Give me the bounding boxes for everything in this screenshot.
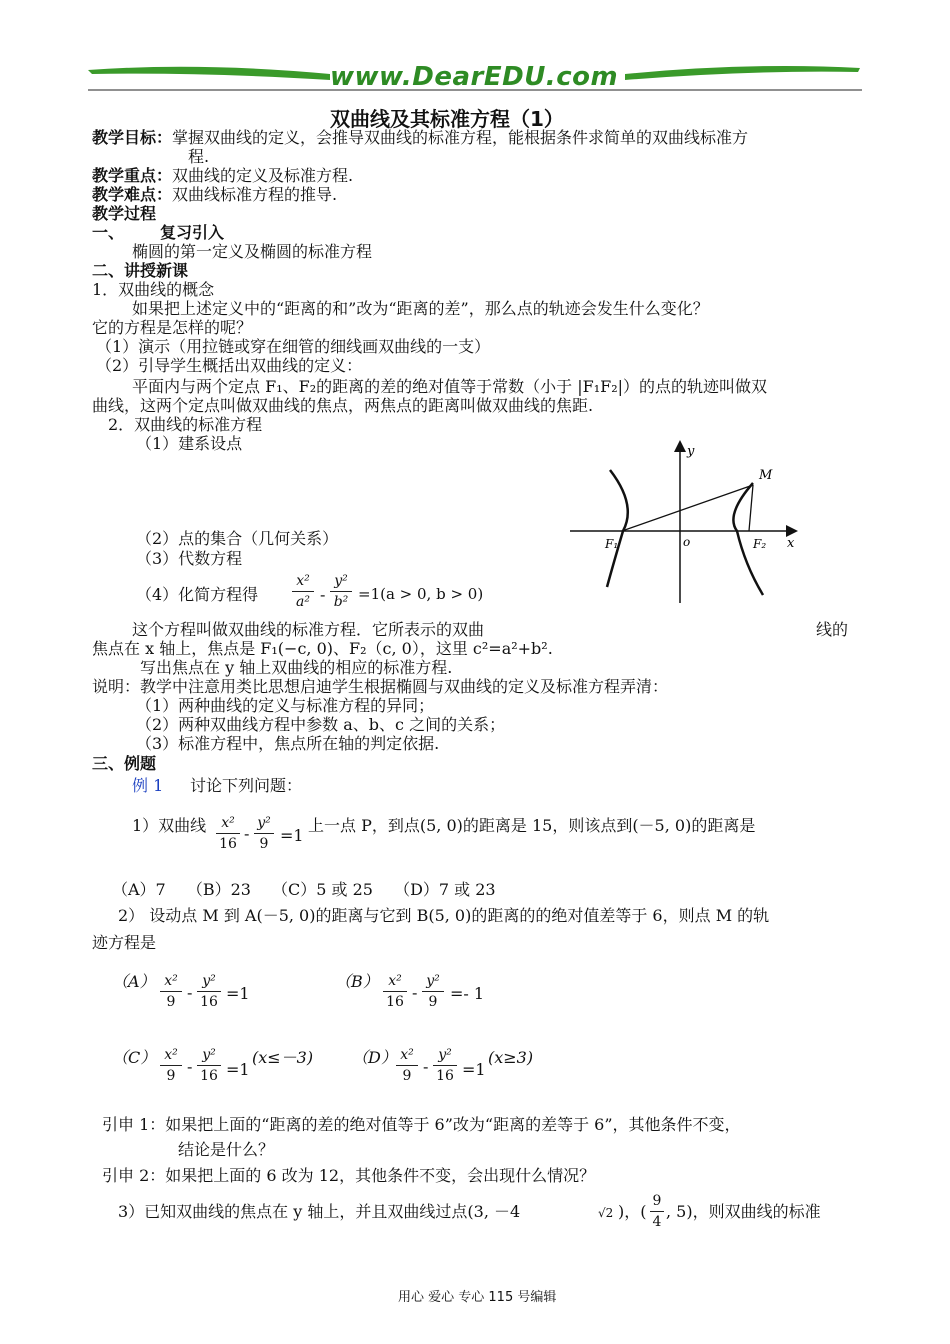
option-b-frac-x: x² 16 [383, 972, 407, 1011]
option-a-frac-x: x² 9 [160, 972, 182, 1011]
option-c-label: （C） [112, 1048, 157, 1067]
q1-frac-x: x² 16 [216, 814, 240, 853]
option-d-frac-y: y² 16 [433, 1046, 457, 1085]
q3-post: , 5)，则双曲线的标准 [666, 1202, 821, 1221]
q1-options: （A）7 （B）23 （C）5 或 25 （D）7 或 23 [112, 880, 496, 899]
option-c-frac-y: y² 16 [197, 1046, 221, 1085]
key-line [92, 166, 353, 185]
eq-frac-x: x² a² [292, 572, 314, 611]
p2-line1-end: 线的 [816, 620, 849, 639]
option-d-minus: - [423, 1057, 429, 1076]
page-title: 双曲线及其标准方程（1） [330, 107, 564, 131]
difficulty-label: 教学难点： [92, 185, 173, 204]
hyperbola-figure [565, 435, 805, 605]
section2-title: 二、讲授新课 [92, 261, 189, 280]
label-F2: F₂ [753, 537, 767, 551]
section2-item1: （1）演示（用拉链或穿在细管的细线画双曲线的一支） [96, 337, 491, 356]
objective-line [92, 128, 748, 147]
left-swoosh [88, 67, 330, 80]
label-x: x [787, 536, 795, 551]
key-text: 双曲线的定义及标准方程. [172, 166, 354, 185]
section2-sub2: 2．双曲线的标准方程 [108, 415, 263, 434]
q3-prefix: 3）已知双曲线的焦点在 y 轴上，并且双曲线过点(3, －4 [118, 1202, 521, 1221]
p2-line3: 写出焦点在 y 轴上双曲线的相应的标准方程. [140, 658, 453, 677]
section1-text: 椭圆的第一定义及椭圆的标准方程 [132, 242, 373, 261]
difficulty-line [92, 185, 337, 204]
option-d-eq: =1 [462, 1060, 486, 1079]
site-logo: www.DearEDU.com [330, 62, 619, 92]
q1-minus: - [244, 824, 250, 843]
q1-prefix: 1）双曲线 [132, 816, 207, 835]
definition-line1: 平面内与两个定点 F₁、F₂的距离的差的绝对值等于常数（小于 |F₁F₂|）的点的轨迹叫做双 [132, 377, 768, 396]
right-swoosh [625, 66, 860, 80]
example-text: 讨论下列问题： [190, 776, 303, 795]
note2: （2）两种双曲线方程中参数 a、b、c 之间的关系； [136, 715, 506, 734]
q3-mid: )，( [618, 1202, 647, 1221]
section2-p1-line2: 它的方程是怎样的呢？ [92, 318, 253, 337]
option-c-frac-x: x² 9 [160, 1046, 182, 1085]
extension1-line2: 结论是什么？ [178, 1140, 275, 1159]
note3: （3）标准方程中，焦点所在轴的判定依据. [136, 734, 440, 753]
option-b-frac-y: y² 9 [422, 972, 444, 1011]
option-a-label: （A） [112, 972, 156, 991]
q2-line1: 2） 设动点 M 到 A(－5, 0)的距离与它到 B(5, 0)的距离的的绝对值差等于 6，则点 M 的轨 [118, 906, 770, 925]
section3-title: 三、例题 [92, 754, 157, 773]
option-b-label: （B） [335, 972, 379, 991]
step3: （3）代数方程 [136, 549, 243, 568]
eq-minus: - [320, 585, 326, 604]
option-c-eq: =1 [226, 1060, 250, 1079]
label-F1: F₁ [605, 537, 619, 551]
objective-text: 掌握双曲线的定义，会推导双曲线的标准方程，能根据条件求简单的双曲线标准方 [172, 128, 749, 147]
label-y: y [687, 444, 695, 459]
option-a-minus: - [187, 983, 193, 1002]
key-label: 教学重点： [92, 166, 173, 185]
process-label: 教学过程 [92, 204, 157, 223]
section2-p1-line1: 如果把上述定义中的“距离的和”改为“距离的差”，那么点的轨迹会发生什么变化？ [132, 299, 709, 318]
option-d-cond: (x≥3) [488, 1048, 534, 1067]
extension2: 引申 2：如果把上面的 6 改为 12，其他条件不变，会出现什么情况？ [102, 1166, 596, 1185]
p2-line1: 这个方程叫做双曲线的标准方程．它所表示的双曲 [132, 620, 485, 639]
q3-frac: 9 4 [650, 1192, 664, 1231]
left-branch [607, 470, 628, 587]
option-b-eq: =- 1 [450, 984, 485, 1003]
section1-num: 一、 [92, 223, 125, 242]
q2-line2: 迹方程是 [92, 933, 157, 952]
step2: （2）点的集合（几何关系） [136, 529, 339, 548]
section2-item2: （2）引导学生概括出双曲线的定义： [96, 356, 363, 375]
step1: （1）建系设点 [136, 434, 243, 453]
q1-post: 上一点 P，到点(5, 0)的距离是 15，则该点到(－5, 0)的距离是 [308, 816, 756, 835]
option-c-cond: (x≤－3) [252, 1048, 314, 1067]
step4: （4）化简方程得 [136, 585, 259, 604]
option-d-label: （D） [352, 1048, 397, 1067]
label-M: M [759, 468, 773, 483]
option-a-frac-y: y² 16 [197, 972, 221, 1011]
eq-rest: =1(a > 0, b > 0) [358, 585, 484, 603]
definition-line2: 曲线，这两个定点叫做双曲线的焦点，两焦点的距离叫做双曲线的焦距. [92, 396, 594, 415]
p2-line2: 焦点在 x 轴上，焦点是 F₁(−c, 0)、F₂（c, 0），这里 c²=a²+b². [92, 639, 553, 658]
label-O: o [683, 535, 691, 549]
q3-sqrt: √2 [598, 1206, 614, 1220]
option-b-minus: - [412, 983, 418, 1002]
objective-label: 教学目标： [92, 128, 173, 147]
note1: （1）两种曲线的定义与标准方程的异同； [136, 696, 435, 715]
footer: 用心 爱心 专心 115 号编辑 [398, 1290, 557, 1305]
segment-F2M [749, 485, 753, 531]
eq-frac-y: y² b² [330, 572, 352, 611]
option-c-minus: - [187, 1057, 193, 1076]
q1-frac-y: y² 9 [254, 814, 274, 853]
section2-sub1: 1．双曲线的概念 [92, 280, 215, 299]
option-a-eq: =1 [226, 984, 250, 1003]
section1-title: 复习引入 [160, 223, 225, 242]
objective-text-cont: 程. [188, 147, 210, 166]
example-label: 例 1 [132, 776, 164, 795]
difficulty-text: 双曲线标准方程的推导. [172, 185, 338, 204]
q1-eq: =1 [280, 826, 304, 845]
extension1-line1: 引申 1：如果把上面的“距离的差的绝对值等于 6”改为“距离的差等于 6”，其他条件不变， [102, 1115, 741, 1134]
note: 说明：教学中注意用类比思想启迪学生根据椭圆与双曲线的定义及标准方程弄清： [92, 677, 669, 696]
option-d-frac-x: x² 9 [396, 1046, 418, 1085]
